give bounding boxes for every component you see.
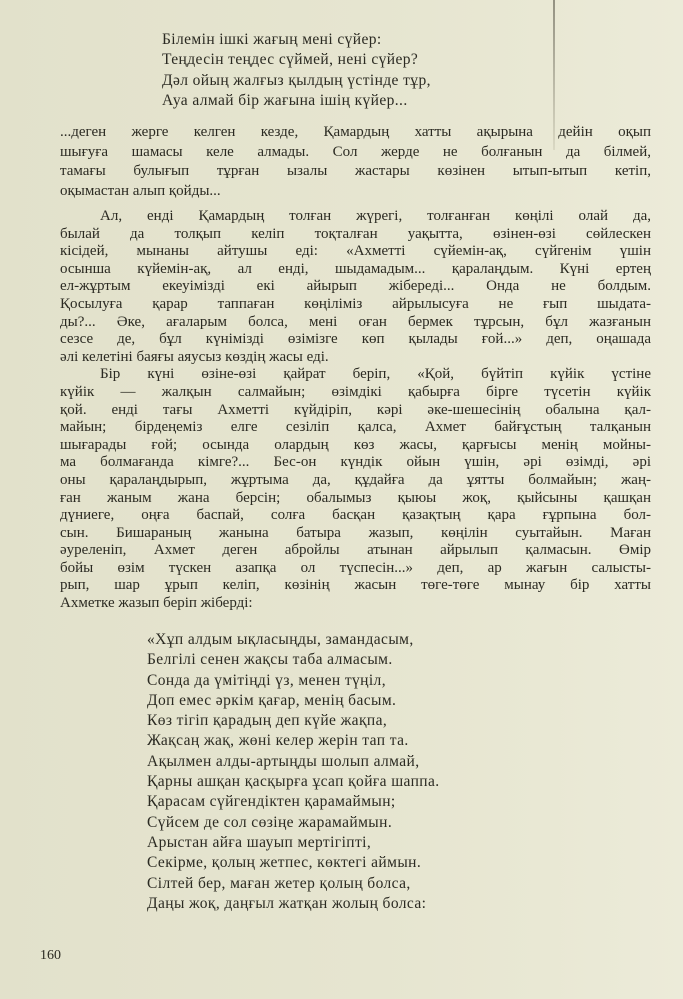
text-line: Даңы жоқ, даңғыл жатқан жолың болса: bbox=[147, 894, 427, 912]
text-line: ды?... Әке, ағаларым болса, мені оған бермек тұрсын, бұл жазғанын bbox=[60, 313, 651, 330]
text-line: Білемін ішкі жағың мені сүйер: bbox=[162, 31, 382, 48]
text-line: сезсе де, бұл күнімізді өзімізге көп қылады ғой...» деп, оңашада bbox=[60, 331, 651, 348]
text-line: ...деген жерге келген кезде, Қамардың хатты ақырына дейін оқып bbox=[60, 124, 651, 140]
text-line: Ахметке жазып беріп жіберді: bbox=[60, 595, 253, 612]
text-line: күйік — жалқын салмайын; өзімдікі қабырға бірге түсетін күйік bbox=[60, 383, 651, 400]
text-line: бойы өзім түскен азапқа ол түспесін...» деп, ар жағын салысты- bbox=[60, 559, 651, 576]
text-line: Көз тігіп қарадың деп күйе жақпа, bbox=[147, 712, 388, 730]
text-line: оны қаралаңдырып, жұртыма да, құдайға да ұятты болмайын; жаң- bbox=[60, 471, 651, 488]
text-line: Ақылмен алды-артыңды шолып алмай, bbox=[147, 752, 420, 770]
text-line: Бір күні өзіне-өзі қайрат беріп, «Қой, бүйтіп күйік үстіне bbox=[100, 366, 651, 383]
text-line: Дәл ойың жалғыз қылдың үстінде тұр, bbox=[162, 71, 431, 89]
text-line: тамағы булығып тұрған ызалы жастары көзінен ытып-ытып кетіп, bbox=[60, 163, 651, 179]
text-line: Қосылуға қарар таппаған көңіліміз айрылысуға не ғып шыдата- bbox=[60, 295, 651, 312]
text-line: Белгілі сенен жақсы таба алмасым. bbox=[147, 651, 393, 669]
poem-letter bbox=[147, 630, 440, 914]
text-line: сын. Бишараның жанына батыра жазып, көңілін суытайын. Маған bbox=[60, 524, 651, 541]
text-line: былай да толқып келіп тоқталған уақытта, өзінен-өзі сөйлескен bbox=[60, 225, 651, 242]
text-line: «Хұп алдым ықласыңды, замандасым, bbox=[147, 631, 414, 648]
text-line: кісідей, мынаны айтушы еді: «Ахметті сүйемін-ақ, сүйгенім үшін bbox=[60, 243, 651, 260]
text-line: ел-жұртым екеуімізді екі айырып жібереді... Онда не болдым. bbox=[60, 278, 651, 295]
text-line: Жақсаң жақ, жөні келер жерін тап та. bbox=[147, 732, 409, 750]
text-line: Сонда да үмітіңді үз, менен түңіл, bbox=[147, 671, 386, 689]
text-line: ған жаным жана берсін; обалымыз қыюы жоқ, қыйсыны қашқан bbox=[60, 489, 651, 506]
text-line: қой. енді тағы Ахметті күйдіріп, кәрі әке-шешесінің обалына қал- bbox=[60, 401, 651, 418]
text-line: Қарасам сүйгендіктен қарамаймын; bbox=[147, 793, 396, 811]
text-line: Қарны ашқан қасқырға ұсап қойға шаппа. bbox=[147, 773, 440, 791]
page-number: 160 bbox=[40, 948, 61, 963]
text-line: Ал, енді Қамардың толған жүрегі, толғанған көңілі олай да, bbox=[100, 208, 651, 224]
text-line: әуреленіп, Ахмет деген абройлы атынан айрылып қалмасын. Өмір bbox=[60, 542, 651, 559]
text-line: Теңдесін теңдес сүймей, нені сүйер? bbox=[162, 51, 419, 69]
text-line: шығарады ғой; осында олардың көз жасы, қарғысы менің мойны- bbox=[60, 436, 651, 453]
text-line: Сүйсем де сол сөзіңе жарамаймын. bbox=[147, 813, 393, 831]
text-line: оқымастан алып қойды... bbox=[60, 182, 221, 199]
text-line: Арыстан айға шауып мертігіпті, bbox=[147, 833, 372, 851]
text-line: Ауа алмай бір жағына ішің күйер... bbox=[162, 91, 408, 109]
text-line: әлі келетіні баяғы аяусыз көздің жасы еді. bbox=[60, 348, 329, 365]
text-line: Секірме, қолың жетпес, көктегі аймын. bbox=[147, 854, 422, 872]
text-line: дүниеге, оңға баспай, солға басқан қазақтың қара ғұрпына бол- bbox=[60, 507, 651, 524]
text-line: рып, шар ұрып келіп, көзінің жасын төге-төге мынау бір хатты bbox=[60, 577, 651, 594]
text-line: Доп емес әркім қағар, менің басым. bbox=[147, 691, 397, 709]
text-line: майын; бірдеңеміз елге сезіліп қалса, Ахмет байғұстың талқанын bbox=[60, 419, 651, 436]
text-line: ма болмағанда кімге?... Бес-он күндік ойын үшін, әрі өзімді, әрі bbox=[60, 454, 651, 471]
text-line: Сілтей бер, маған жетер қолың болса, bbox=[147, 874, 411, 892]
text-line: шығуға шамасы келе алмады. Сол жерде не болғанын да білмей, bbox=[60, 143, 651, 160]
poem-top bbox=[162, 30, 431, 111]
paragraph-letter-reading bbox=[60, 123, 651, 201]
paragraph-body bbox=[60, 208, 651, 613]
text-line: осынша күйемін-ақ, ал енді, шыдамадым... қаралаңдым. Күні ертең bbox=[60, 260, 651, 277]
